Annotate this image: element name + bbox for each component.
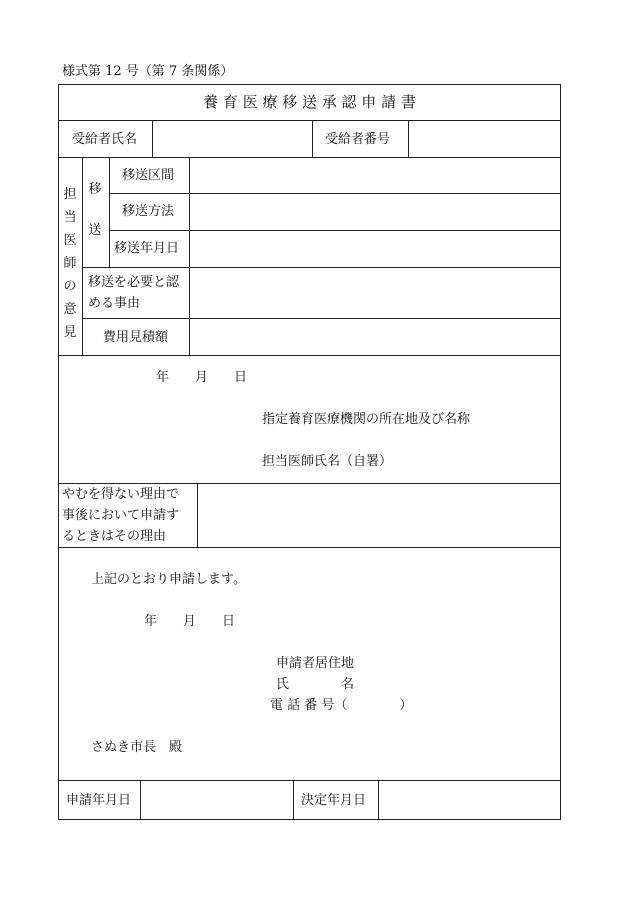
late-reason-label-line3: るときはその理由 — [62, 529, 167, 544]
late-reason-label-line2: 事後において申請す — [62, 508, 180, 523]
doctor-signature-label: 担当医師氏名（自署） — [262, 454, 393, 469]
transfer-section-field[interactable] — [190, 158, 560, 193]
recipient-name-field[interactable] — [153, 121, 312, 157]
transfer-date-field[interactable] — [190, 231, 560, 267]
vertical-char: 師 — [63, 256, 77, 271]
applicant-address-label: 申請者居住地 — [276, 656, 355, 671]
certification-date: 年 月 日 — [156, 370, 248, 385]
form-title: 養 育 医 療 移 送 承 認 申 請 書 — [203, 93, 416, 111]
vertical-char: 担 — [63, 187, 77, 202]
institution-label: 指定養育医療機関の所在地及び名称 — [262, 412, 471, 427]
transfer-section-label: 移送区間 — [122, 168, 175, 183]
transfer-method-field[interactable] — [190, 194, 560, 230]
vertical-char: 見 — [63, 325, 77, 340]
form-number: 様式第 12 号（第 7 条関係） — [62, 64, 234, 79]
vertical-char: 意 — [63, 302, 77, 317]
late-reason-label-line1: やむを得ない理由で — [62, 487, 180, 502]
application-date: 年 月 日 — [144, 614, 236, 629]
cost-estimate-field[interactable] — [190, 319, 560, 355]
vertical-char: 医 — [63, 233, 77, 248]
transfer-date-label: 移送年月日 — [114, 241, 180, 256]
vertical-char: 移 — [88, 182, 102, 197]
application-date-field[interactable] — [141, 781, 293, 819]
decision-date-field[interactable] — [379, 781, 560, 819]
recipient-number-label: 受給者番号 — [325, 132, 391, 147]
addressee: さぬき市長 殿 — [91, 740, 183, 755]
applicant-phone-label: 電 話 番 号（ ） — [270, 698, 413, 713]
transfer-reason-label-line1: 移送を必要と認 — [88, 275, 180, 290]
late-reason-field[interactable] — [198, 484, 560, 547]
cost-estimate-label: 費用見積額 — [103, 330, 169, 345]
transfer-reason-field[interactable] — [190, 268, 560, 318]
vertical-char: 送 — [88, 223, 102, 238]
transfer-reason-label-line2: める事由 — [88, 296, 141, 311]
recipient-name-label: 受給者氏名 — [72, 132, 138, 147]
decision-date-label: 決定年月日 — [301, 793, 367, 808]
applicant-name-label: 氏 名 — [276, 677, 355, 692]
transfer-method-label: 移送方法 — [122, 204, 175, 219]
vertical-char: 当 — [63, 210, 77, 225]
recipient-number-field[interactable] — [409, 121, 560, 157]
application-statement: 上記のとおり申請します。 — [91, 572, 246, 587]
application-date-label: 申請年月日 — [66, 793, 132, 808]
vertical-char: の — [63, 279, 77, 294]
